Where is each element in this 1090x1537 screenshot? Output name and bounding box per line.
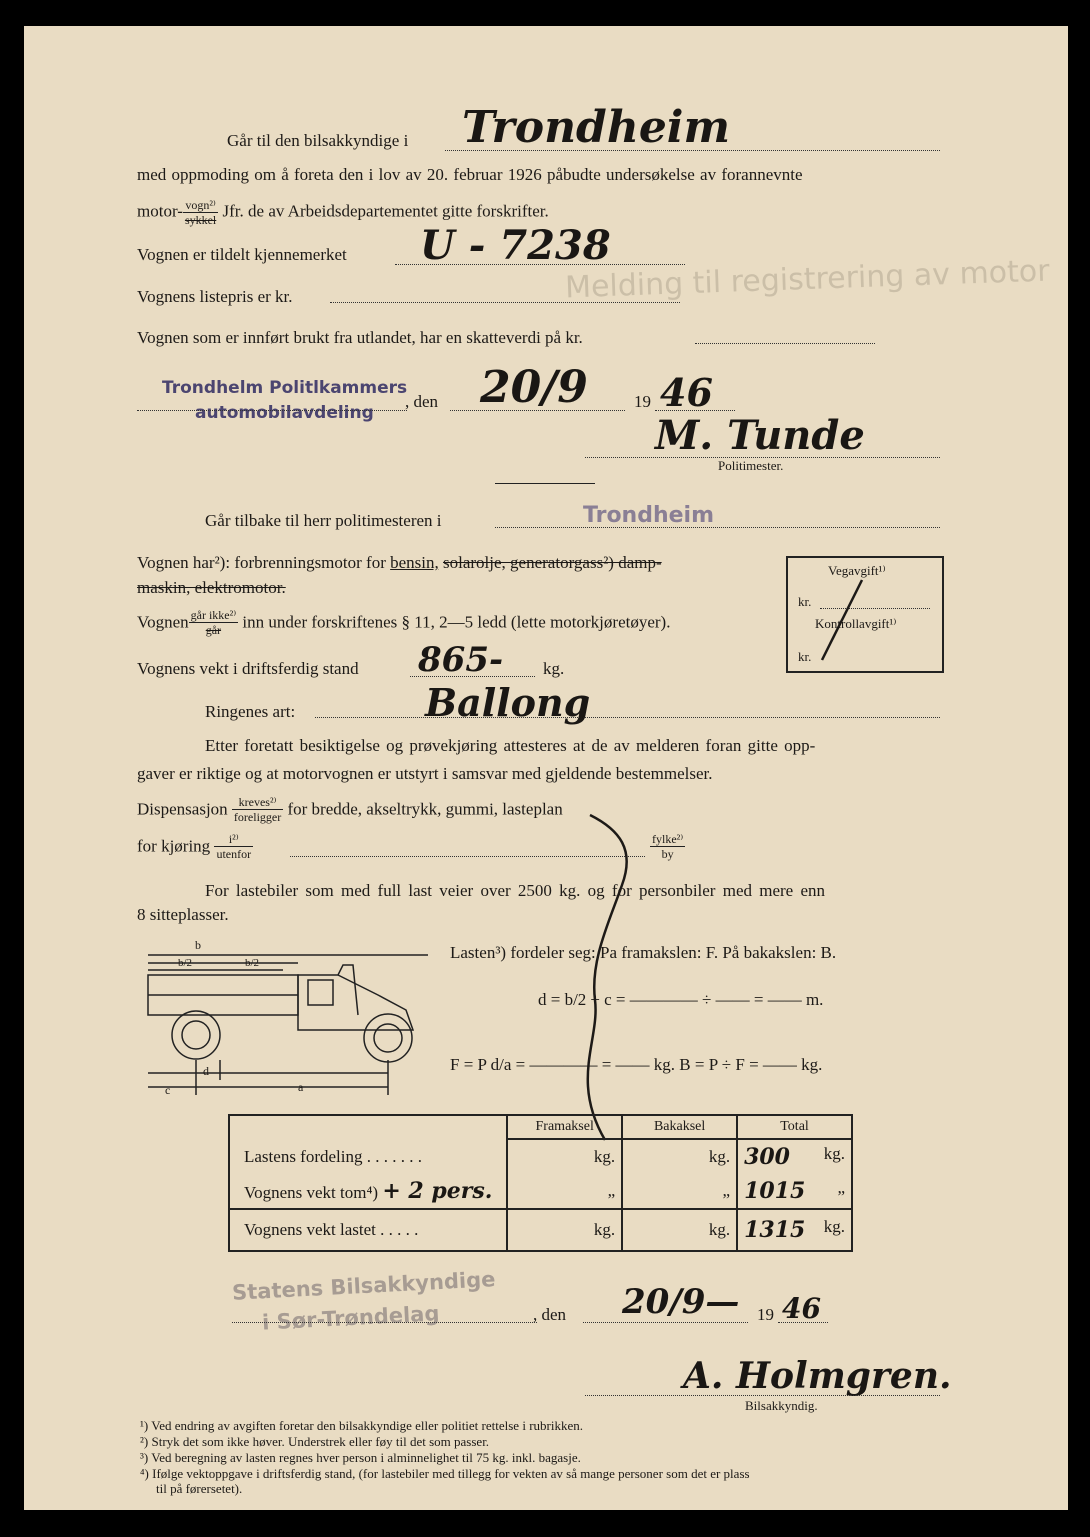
closing-year-dots xyxy=(778,1322,828,1323)
footnote-2: ²) Stryk det som ikke høver. Understrek eller føy til det som passer. xyxy=(140,1434,490,1449)
weight-label: Vognens vekt i driftsferdig stand xyxy=(137,659,359,678)
frac-gar: går xyxy=(205,623,222,637)
import-label: Vognen som er innført brukt fra utlandet, har en skatteverdi på kr. xyxy=(137,328,583,347)
year-prefix: 19 xyxy=(634,392,651,411)
formula-d: d = b/2 ÷ c = ———— ÷ —— = —— m. xyxy=(538,990,824,1009)
closing-year-prefix: 19 xyxy=(757,1305,774,1324)
row-label: Vognens vekt tom⁴) xyxy=(244,1183,379,1202)
bleed-through-text: Melding til registrering av motor xyxy=(564,253,1051,306)
import-dots xyxy=(695,343,875,344)
den-label: , den xyxy=(405,392,439,411)
falls-prefix: Vognen xyxy=(137,612,189,632)
engine-bensin: bensin, xyxy=(390,553,439,572)
table-row xyxy=(229,1174,852,1209)
inspector-signature: A. Holmgren. xyxy=(683,1355,952,1397)
row-total-unit: kg. xyxy=(823,1217,845,1236)
fees-vegavgift: Vegavgift¹⁾ xyxy=(828,563,886,578)
diagram-label-d: d xyxy=(203,1064,209,1078)
formula-f: F = P d/a = ———— = —— kg. B = P ÷ F = —— kg. xyxy=(450,1055,823,1074)
inspector-title: Bilsakkyndig. xyxy=(745,1398,818,1413)
footnote-4: ⁴) Ifølge vektoppgave i driftsferdig stand, (for lastebiler med tillegg for vekten av så mange personer som det er plass xyxy=(140,1466,750,1481)
header-framaksel: Framaksel xyxy=(507,1115,622,1139)
place-dots xyxy=(137,410,407,411)
footnote-1: ¹) Ved endring av avgiften foretar den bilsakkyndige eller politiet rettelse i rubrikken. xyxy=(140,1418,583,1433)
row-bak: kg. xyxy=(622,1139,737,1174)
row-label: Vognens vekt lastet . . . . . xyxy=(229,1209,507,1251)
engine-struck-1: solarolje, generatorgass²) damp- xyxy=(443,553,662,572)
load-distribution-table xyxy=(228,1114,853,1252)
engine-prefix: Vognen har²): forbrenningsmotor for xyxy=(137,553,386,572)
disp-line xyxy=(137,795,563,824)
weight-unit: kg. xyxy=(543,659,565,678)
drive-line xyxy=(137,832,253,861)
footnote-3: ³) Ved beregning av lasten regnes hver person i alminnelighet til 75 kg. inkl. bagasje. xyxy=(140,1450,581,1465)
tires-dots xyxy=(315,717,940,718)
header-bakaksel: Bakaksel xyxy=(622,1115,737,1139)
frac-gar-ikke: går ikke²⁾ xyxy=(190,608,237,622)
row-total-hand: 300 xyxy=(744,1144,790,1170)
row-total-unit: „ xyxy=(837,1178,845,1197)
header-total: Total xyxy=(737,1115,852,1139)
inspector-signature-dots xyxy=(585,1395,940,1396)
load-line: Lasten³) fordeler seg: Pa framakslen: F. På bakakslen: B. xyxy=(450,943,837,962)
frac-utenfor: utenfor xyxy=(216,847,252,861)
fees-kr-1: kr. xyxy=(798,594,812,609)
closing-date-hand: 20/9— xyxy=(622,1282,740,1322)
reg-label: Vognen er tildelt kjennemerket xyxy=(137,245,347,264)
row-bak: kg. xyxy=(622,1209,737,1251)
year-handwritten: 46 xyxy=(660,370,713,415)
diagram-label-b: b xyxy=(195,938,201,952)
diagram-label-a: a xyxy=(298,1080,304,1094)
drive-prefix: for kjøring xyxy=(137,836,211,856)
closing-place-dots xyxy=(232,1322,537,1323)
listprice-dots xyxy=(330,302,680,303)
frac-fylke: fylke²⁾ xyxy=(652,832,684,846)
diagram-label-c: c xyxy=(165,1083,171,1097)
row-fram: kg. xyxy=(507,1139,622,1174)
frac-kreves: kreves²⁾ xyxy=(232,795,283,810)
row-label-hand: + 2 pers. xyxy=(382,1178,493,1204)
frac-by: by xyxy=(661,847,674,861)
row-total-unit: kg. xyxy=(823,1144,845,1163)
return-dots xyxy=(495,527,940,528)
reg-number-handwritten: U - 7238 xyxy=(420,222,611,269)
motor-suffix: Jfr. de av Arbeidsdepartementet gitte forskrifter. xyxy=(222,201,549,221)
row-label: Lastens fordeling . . . . . . . xyxy=(229,1139,507,1174)
lorry-line1: For lastebiler som med full last veier over 2500 kg. og for personbiler med mere enn xyxy=(205,881,826,900)
motor-prefix: motor- xyxy=(137,201,183,221)
frac-i: i²⁾ xyxy=(214,832,253,847)
attest-line2: gaver er riktige og at motorvognen er utstyrt i samsvar med gjeldende bestemmelser. xyxy=(137,764,713,783)
disp-fraction xyxy=(232,795,283,824)
drive-fraction xyxy=(214,832,253,861)
frac-vogn: vogn²⁾ xyxy=(183,198,218,213)
row-fram: „ xyxy=(507,1174,622,1209)
row-total-hand: 1315 xyxy=(744,1217,806,1243)
handwritten-stroke xyxy=(560,810,680,1150)
attest-line1: Etter foretatt besiktigelse og prøvekjøring attesteres at de av melderen foran gitte opp- xyxy=(205,736,816,755)
inspector-stamp-line2: i Sør-Trøndelag xyxy=(261,1301,440,1335)
closing-date-dots xyxy=(583,1322,748,1323)
footnote-4-cont: til på førersetet). xyxy=(156,1481,243,1496)
table-row xyxy=(229,1209,852,1251)
frac-sykkel: sykkel xyxy=(184,213,217,227)
weight-handwritten: 865- xyxy=(418,640,504,680)
closing-den: , den xyxy=(533,1305,567,1324)
tires-handwritten: Ballong xyxy=(425,680,591,725)
tires-label: Ringenes art: xyxy=(205,702,296,721)
fees-kr-2: kr. xyxy=(798,649,812,664)
motor-fraction xyxy=(183,198,218,227)
return-stamp: Trondheim xyxy=(583,503,715,528)
listprice-label: Vognens listepris er kr. xyxy=(137,287,293,306)
line2-text: med oppmoding om å foreta den i lov av 20. februar 1926 påbudte undersøkelse av forannevnte xyxy=(137,165,803,184)
lorry-line2: 8 sitteplasser. xyxy=(137,905,229,924)
closing-year-hand: 46 xyxy=(782,1292,821,1325)
police-stamp-line2: automobilavdeling xyxy=(195,403,374,423)
city-handwritten: Trondheim xyxy=(462,102,731,153)
diagram-label-b2-left: b/2 xyxy=(178,957,193,969)
police-signature: M. Tunde xyxy=(655,412,865,459)
frac-foreligger: foreligger xyxy=(233,810,282,824)
row-total-hand: 1015 xyxy=(744,1178,806,1204)
row-bak: „ xyxy=(622,1174,737,1209)
year-dots xyxy=(655,410,735,411)
fees-strike-stroke xyxy=(812,575,872,665)
police-title: Politimester. xyxy=(718,458,784,473)
section-divider xyxy=(495,483,595,484)
disp-prefix: Dispensasjon xyxy=(137,799,228,819)
police-stamp-line1: Trondhelm Politlkammers xyxy=(162,378,408,398)
engine-struck-2: maskin, elektromotor. xyxy=(137,578,286,597)
fees-kontrollavgift: Kontrollavgift¹⁾ xyxy=(815,616,897,631)
inspector-stamp-line1: Statens Bilsakkyndige xyxy=(231,1267,496,1305)
table-row xyxy=(229,1139,852,1174)
diagram-label-b2-right: b/2 xyxy=(245,957,260,969)
table-header-row xyxy=(229,1115,852,1139)
row-fram: kg. xyxy=(507,1209,622,1251)
falls-fraction xyxy=(189,608,239,637)
line1-prefix: Går til den bilsakkyndige i xyxy=(227,131,409,150)
return-label: Går tilbake til herr politimesteren i xyxy=(205,511,442,530)
engine-line1 xyxy=(137,553,662,573)
date-handwritten: 20/9 xyxy=(480,362,588,413)
disp-suffix: for bredde, akseltrykk, gummi, lasteplan xyxy=(287,799,563,819)
falls-suffix: inn under forskriftenes § 11, 2—5 ledd (lette motorkjøretøyer). xyxy=(242,612,671,632)
falls-line xyxy=(137,608,670,637)
